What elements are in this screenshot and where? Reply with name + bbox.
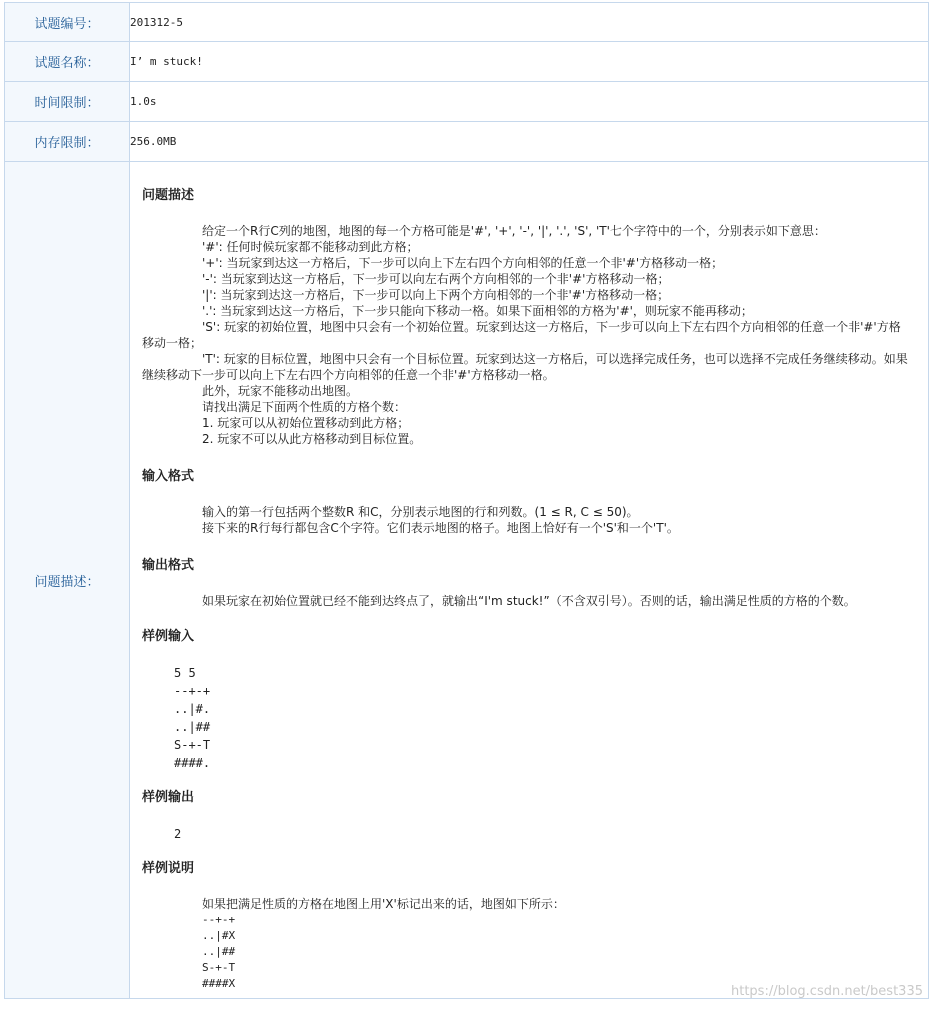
memory-limit-value: 256.0MB [130,122,929,162]
csdn-watermark: https://blog.csdn.net/best335 [731,984,923,999]
rule-item-hash: '#': 任何时候玩家都不能移动到此方格； [202,240,419,254]
input-format-heading: 输入格式 [142,469,195,484]
property-2: 2. 玩家不可以从此方格移动到目标位置。 [202,432,422,446]
problem-info-table [4,2,929,999]
problem-name-label: 试题名称： [5,42,130,82]
description-content [130,162,928,992]
input-line-1: 输入的第一行包括两个整数R 和C，分别表示地图的行和列数。(1 ≤ R, C ≤ 50)。 [202,505,639,519]
rule-list [142,239,912,319]
output-text: 如果玩家在初始位置就已经不能到达终点了，就输出“I'm stuck!”（不含双引号）。否则的话，输出满足性质的方格的个数。 [202,594,856,608]
problem-description-body [142,223,912,447]
output-format-heading: 输出格式 [142,558,195,573]
memory-limit-label: 内存限制： [5,122,130,162]
sample-output-heading: 样例输出 [142,790,195,805]
rule-item-dot: '.': 当玩家到达这一方格后，下一步只能向下移动一格。如果下面相邻的方格为'#'，则玩家不能再移动； [202,304,753,318]
marked-grid: --+-+ ..|#X ..|## S-+-T ####X [202,913,236,990]
time-limit-label: 时间限制： [5,82,130,122]
property-1: 1. 玩家可以从初始位置移动到此方格； [202,416,410,430]
sample-input-heading: 样例输入 [142,629,195,644]
problem-id-value: 201312-5 [130,3,929,42]
sample-explain-body [142,896,912,912]
rule-item-target: 'T': 玩家的目标位置，地图中只会有一个目标位置。玩家到达这一方格后，可以选择完成任务，也可以选择不完成任务继续移动。如果继续移动下一步可以向上下左右四个方向相邻的任意一个非'#'方格移动一格。 [142,352,908,382]
rule-item-minus: '-': 当玩家到达这一方格后，下一步可以向左右两个方向相邻的一个非'#'方格移动一格； [202,272,670,286]
rule-item-plus: '+': 当玩家到达这一方格后，下一步可以向上下左右四个方向相邻的任意一个非'#'方格移动一格； [202,256,724,270]
sample-explain-text: 如果把满足性质的方格在地图上用'X'标记出来的话，地图如下所示： [202,897,565,911]
description-label: 问题描述： [5,162,130,999]
description-cell [130,162,929,999]
note-no-exit: 此外，玩家不能移动出地图。 [202,384,359,398]
rule-item-start: 'S': 玩家的初始位置，地图中只会有一个初始位置。玩家到达这一方格后，下一步可以向上下左右四个方向相邻的任意一个非'#'方格移动一格； [142,320,901,350]
problem-name-value: I’ m stuck! [130,42,929,82]
note-find: 请找出满足下面两个性质的方格个数： [202,400,407,414]
extra-notes [142,383,912,447]
output-format-body [142,593,912,609]
sample-explain-heading: 样例说明 [142,861,195,876]
sample-output-block: 2 [174,827,182,841]
sample-input-block: 5 5 --+-+ ..|#. ..|## S-+-T ####. [174,666,211,770]
input-format-body [142,504,912,536]
rule-item-pipe: '|': 当玩家到达这一方格后，下一步可以向上下两个方向相邻的一个非'#'方格移动一格； [202,288,670,302]
input-line-2: 接下来的R行每行都包含C个字符。它们表示地图的格子。地图上恰好有一个'S'和一个'T'。 [202,521,679,535]
time-limit-value: 1.0s [130,82,929,122]
problem-intro: 给定一个R行C列的地图，地图的每一个方格可能是'#', '+', '-', '|', '.', 'S', 'T'七个字符中的一个，分别表示如下意思： [202,224,826,238]
problem-description-heading: 问题描述 [142,188,195,203]
problem-id-label: 试题编号： [5,3,130,42]
